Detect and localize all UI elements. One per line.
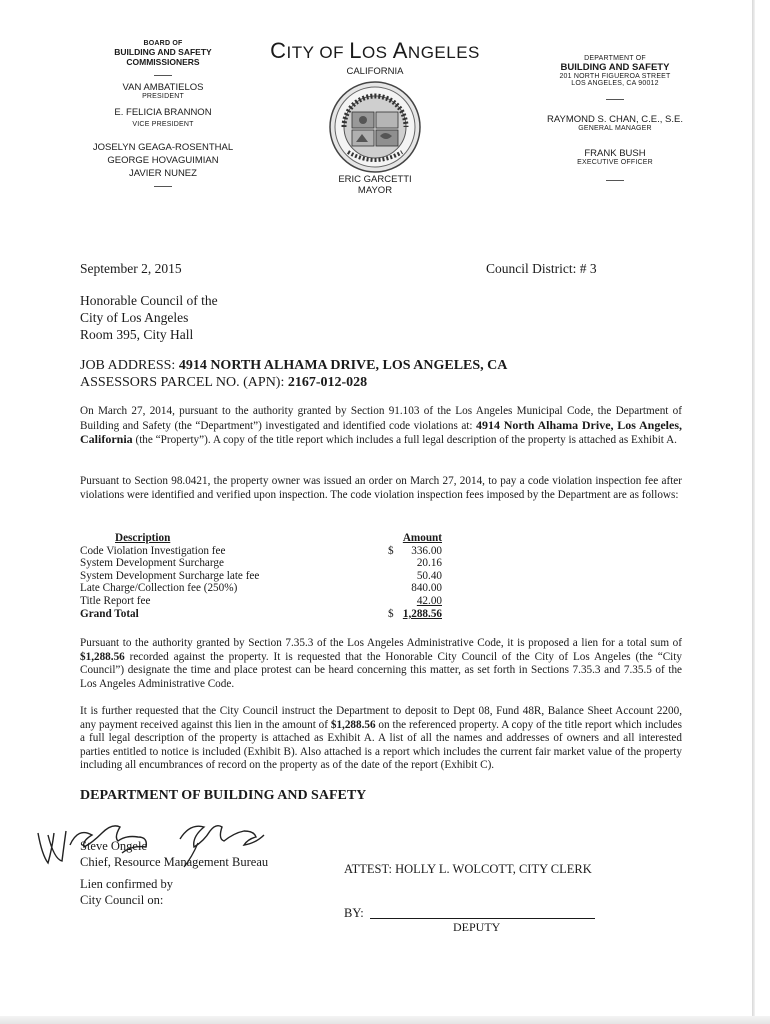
addressee-line: Honorable Council of the <box>80 293 218 308</box>
city-header <box>250 38 500 77</box>
job-address-value: 4914 NORTH ALHAMA DRIVE, LOS ANGELES, CA <box>178 358 508 373</box>
board-name-line-1: BUILDING AND SAFETY <box>114 47 212 57</box>
fee-description: System Development Surcharge <box>80 557 224 570</box>
table-row <box>80 557 442 570</box>
deputy-label: DEPUTY <box>453 920 501 934</box>
general-manager-name: RAYMOND S. CHAN, C.E., S.E. <box>546 114 683 125</box>
table-row <box>80 595 442 608</box>
table-row <box>80 545 442 558</box>
grand-total-amount: 1,288.56 <box>402 607 442 620</box>
department-of-label: DEPARTMENT OF <box>584 55 646 62</box>
addressee-block <box>80 292 218 343</box>
signer-name: Steve Ongele <box>80 839 147 853</box>
fee-description: Late Charge/Collection fee (250%) <box>80 582 238 595</box>
property-address-bold: 4914 North Alhama Drive, Los Angeles, California <box>80 417 682 447</box>
page-edge-bottom <box>0 1016 770 1024</box>
attest-line: ATTEST: HOLLY L. WOLCOTT, CITY CLERK <box>344 862 592 876</box>
council-district: Council District: # 3 <box>486 261 597 276</box>
executive-officer-title: EXECUTIVE OFFICER <box>577 159 653 166</box>
department-block <box>515 55 715 187</box>
fee-currency <box>388 570 400 583</box>
commissioner-3: JAVIER NUNEZ <box>129 168 197 179</box>
executive-officer-name: FRANK BUSH <box>584 148 646 159</box>
job-address-line <box>80 357 507 374</box>
table-header-row <box>80 532 442 545</box>
divider <box>154 75 172 76</box>
table-row <box>80 582 442 595</box>
fee-description: Code Violation Investigation fee <box>80 544 226 557</box>
lien-confirmation <box>80 876 173 908</box>
paragraph-lien-proposal: Pursuant to the authority granted by Section 7.35.3 of the Los Angeles Administrative Code, it is proposed a lien for a total sum of $1,288.56 recorded against the property. It is requested that the Honorable City Council of the City of Los Angeles (the “City Council”) designate the time and place protest can be heard concerning this matter, as set forth in Sections 7.35.3 and 7.35.5 of the Los Angeles Administrative Code. <box>80 637 682 690</box>
apn-label: ASSESSORS PARCEL NO. (APN): <box>80 375 288 390</box>
fee-amount: 50.40 <box>416 569 442 582</box>
deposit-amount-bold: $1,288.56 <box>330 718 376 731</box>
divider <box>606 180 624 181</box>
fee-currency <box>388 582 400 595</box>
paragraph-deposit-request: It is further requested that the City Council instruct the Department to deposit to Dept 08, Fund 48R, Balance Sheet Account 2200, any payment received against this lien in the amount of $1,288.56 on the referenced property. A copy of the title report which includes a full legal description of the property is attached as Exhibit A. A list of all the names and addresses of owners and all interested parties entitled to notice is included (Exhibit B). Also attached is a report which includes the current fair market value of the property including all encumbrances of record on the property as of the date of the report (Exhibit C). <box>80 705 683 772</box>
board-block <box>60 40 266 193</box>
fee-amount: 20.16 <box>416 557 442 570</box>
lien-confirmation-line: City Council on: <box>80 893 164 907</box>
department-name: BUILDING AND SAFETY <box>560 62 670 73</box>
vice-president-title: VICE PRESIDENT <box>132 121 194 128</box>
commissioner-1: JOSELYN GEAGA-ROSENTHAL <box>92 142 234 153</box>
grand-total-currency: $ <box>388 607 394 620</box>
city-title: CITY OF LOS ANGELES <box>270 38 480 63</box>
city-seal <box>328 80 422 174</box>
signer-block <box>80 838 268 870</box>
fee-description: Title Report fee <box>80 594 151 607</box>
mayor-title: MAYOR <box>357 185 393 196</box>
commissioner-2: GEORGE HOVAGUIMIAN <box>107 155 219 166</box>
lien-confirmation-line: Lien confirmed by <box>80 877 174 891</box>
fee-currency: $ <box>388 544 394 557</box>
fee-amount: 42.00 <box>416 594 442 607</box>
table-total-row <box>80 608 442 621</box>
paragraph-fee-order: Pursuant to Section 98.0421, the property owner was issued an order on March 27, 2014, to pay a code violation inspection fee after violations were identified and verified upon inspection. The code violation inspection fees imposed by the Department are as follows: <box>80 475 682 501</box>
department-address-1: 201 NORTH FIGUEROA STREET <box>559 73 671 80</box>
grand-total-label: Grand Total <box>80 607 139 620</box>
mayor-name: ERIC GARCETTI <box>338 174 412 185</box>
mayor-block <box>300 174 450 196</box>
page-edge-right <box>752 0 755 1024</box>
apn-line <box>80 374 367 391</box>
paragraph-investigation: On March 27, 2014, pursuant to the authority granted by Section 91.103 of the Los Angeles Municipal Code, the Department of Building and Safety (the “Department”) investigated and identified code violations at: 4914 North Alhama Drive, Los Angeles, California (the “Property”). A copy of the title report which includes a full legal description of the property is attached as Exhibit A. <box>80 405 682 447</box>
column-header-description: Description <box>115 532 171 544</box>
president-name: VAN AMBATIELOS <box>122 82 204 93</box>
addressee-line: City of Los Angeles <box>80 310 189 325</box>
addressee-line: Room 395, City Hall <box>80 327 194 342</box>
board-name-line-2: COMMISSIONERS <box>126 57 200 67</box>
lien-total-bold: $1,288.56 <box>80 650 125 663</box>
president-title: PRESIDENT <box>142 93 184 100</box>
by-label: BY: <box>344 906 364 920</box>
signer-title: Chief, Resource Management Bureau <box>80 855 269 869</box>
table-row <box>80 570 442 583</box>
divider <box>154 186 172 187</box>
fee-table <box>80 532 442 620</box>
general-manager-title: GENERAL MANAGER <box>578 125 652 132</box>
state-label: CALIFORNIA <box>346 66 404 77</box>
department-address-2: LOS ANGELES, CA 90012 <box>571 80 659 87</box>
job-address-label: JOB ADDRESS: <box>80 358 179 373</box>
fee-amount: 336.00 <box>411 544 442 557</box>
column-header-amount: Amount <box>402 532 442 544</box>
department-heading: DEPARTMENT OF BUILDING AND SAFETY <box>80 788 367 803</box>
vice-president-name: E. FELICIA BRANNON <box>114 107 212 118</box>
divider <box>606 99 624 100</box>
board-of-label: BOARD OF <box>143 40 183 47</box>
fee-currency <box>388 557 400 570</box>
deputy-signature-line <box>370 918 595 919</box>
fee-currency <box>388 595 400 608</box>
letter-date: September 2, 2015 <box>80 261 182 276</box>
fee-amount: 840.00 <box>411 582 442 595</box>
fee-description: System Development Surcharge late fee <box>80 569 260 582</box>
apn-value: 2167-012-028 <box>287 375 368 390</box>
